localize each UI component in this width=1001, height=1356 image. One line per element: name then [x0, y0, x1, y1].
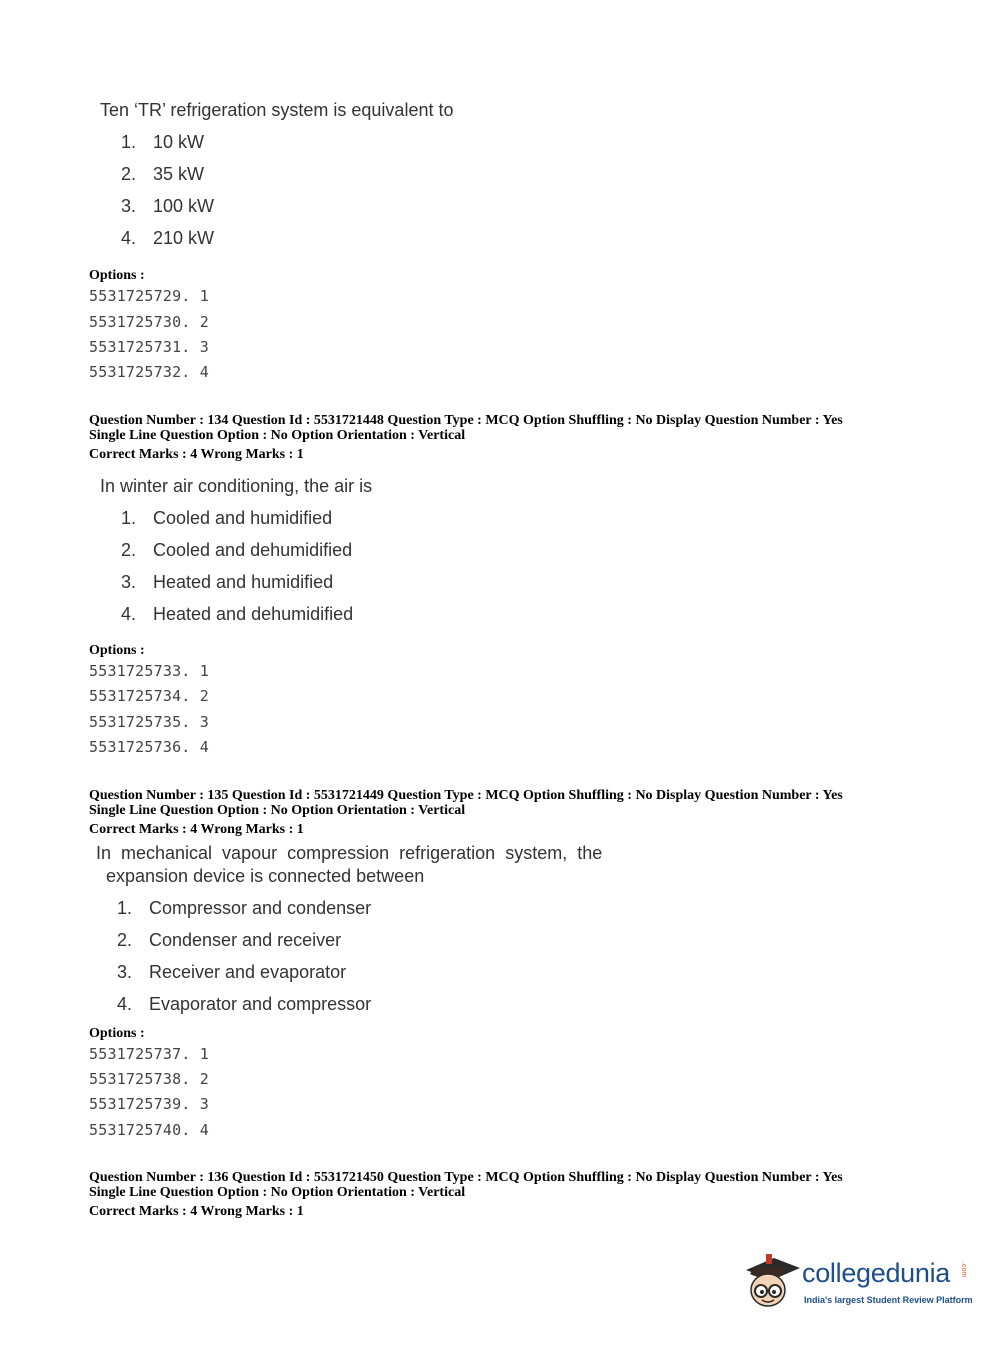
q134-choice-4: 4. Heated and dehumidified [121, 604, 354, 624]
q133-choice-4: 4. 210 kW [121, 228, 215, 248]
logo-wordmark: collegedunia [802, 1258, 951, 1288]
q133-option-id-2: 5531725730. 2 [89, 313, 209, 331]
collegedunia-logo [742, 1250, 972, 1316]
q135-option-id-2: 5531725738. 2 [89, 1070, 209, 1088]
q134-meta-line-2: Single Line Question Option : No Option Orientation : Vertical [89, 428, 466, 443]
q133-option-id-1: 5531725729. 1 [89, 287, 209, 305]
q135-meta-line-1: Question Number : 135 Question Id : 5531721449 Question Type : MCQ Option Shuffling : No Display Question Number : Yes [89, 788, 843, 803]
q133-question-text: Ten ‘TR’ refrigeration system is equivalent to [100, 100, 454, 120]
q135-choice-4: 4. Evaporator and compressor [117, 994, 372, 1014]
q134-marks: Correct Marks : 4 Wrong Marks : 1 [89, 447, 304, 462]
q134-option-id-4: 5531725736. 4 [89, 738, 209, 756]
q133-choice-2: 2. 35 kW [121, 164, 205, 184]
q135-meta-line-2: Single Line Question Option : No Option Orientation : Vertical [89, 803, 466, 818]
q134-question-text: In winter air conditioning, the air is [100, 476, 373, 496]
q134-meta-line-1: Question Number : 134 Question Id : 5531721448 Question Type : MCQ Option Shuffling : No Display Question Number : Yes [89, 413, 843, 428]
q135-option-id-4: 5531725740. 4 [89, 1121, 209, 1139]
q135-option-id-3: 5531725739. 3 [89, 1095, 209, 1113]
q136-marks: Correct Marks : 4 Wrong Marks : 1 [89, 1204, 304, 1219]
logo-suffix: .com [960, 1262, 967, 1278]
q133-option-id-3: 5531725731. 3 [89, 338, 209, 356]
q136-meta-line-2: Single Line Question Option : No Option Orientation : Vertical [89, 1185, 466, 1200]
q135-options-label: Options : [89, 1026, 145, 1041]
q135-option-id-1: 5531725737. 1 [89, 1045, 209, 1063]
q133-options-label: Options : [89, 268, 145, 283]
q134-option-id-3: 5531725735. 3 [89, 713, 209, 731]
q135-marks: Correct Marks : 4 Wrong Marks : 1 [89, 822, 304, 837]
q134-options-label: Options : [89, 643, 145, 658]
q135-choice-3: 3. Receiver and evaporator [117, 962, 347, 982]
q135-choice-2: 2. Condenser and receiver [117, 930, 342, 950]
logo-tagline: India's largest Student Review Platform [804, 1295, 973, 1305]
q134-option-id-2: 5531725734. 2 [89, 687, 209, 705]
q135-question-text-line-1: In mechanical vapour compression refrigeration system, the [96, 843, 603, 863]
q134-choice-3: 3. Heated and humidified [121, 572, 334, 592]
q134-choice-2: 2. Cooled and dehumidified [121, 540, 353, 560]
q134-choice-1: 1. Cooled and humidified [121, 508, 333, 528]
q133-option-id-4: 5531725732. 4 [89, 363, 209, 381]
q136-meta-line-1: Question Number : 136 Question Id : 5531721450 Question Type : MCQ Option Shuffling : No Display Question Number : Yes [89, 1170, 843, 1185]
q135-question-text-line-2: expansion device is connected between [106, 866, 425, 886]
mascot-icon [742, 1250, 802, 1316]
q133-choice-1: 1. 10 kW [121, 132, 205, 152]
q135-choice-1: 1. Compressor and condenser [117, 898, 372, 918]
q134-option-id-1: 5531725733. 1 [89, 662, 209, 680]
q133-choice-3: 3. 100 kW [121, 196, 215, 216]
